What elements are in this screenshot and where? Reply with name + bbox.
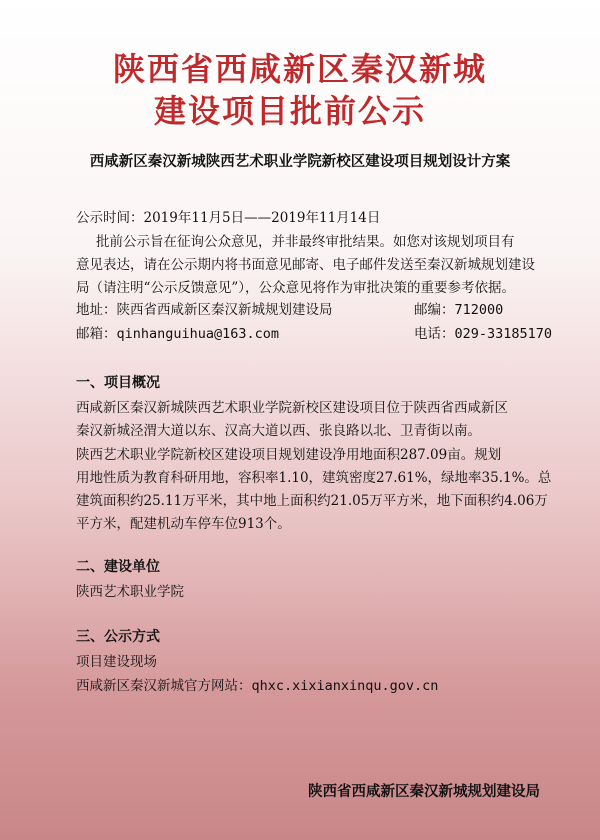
email-label: 邮箱： <box>76 326 117 342</box>
website-label: 西咸新区秦汉新城官方网站： <box>76 678 252 694</box>
section3-line-1: 项目建设现场 <box>76 654 157 670</box>
postcode-label: 邮编： <box>414 302 455 318</box>
phone-value: 029-33185170 <box>454 326 553 342</box>
section2-line: 陕西艺术职业学院 <box>76 584 184 600</box>
publicity-time <box>76 206 380 226</box>
intro-line-1: 批前公示旨在征询公众意见，并非最终审批结果。如您对该规划项目有 <box>96 234 515 250</box>
section1-line-6: 平方米，配建机动车停车位913个。 <box>76 516 291 532</box>
phone <box>414 322 552 342</box>
postcode <box>414 298 503 318</box>
footer-signature: 陕西省西咸新区秦汉新城规划建设局 <box>308 784 540 800</box>
section2-heading: 二、建设单位 <box>76 559 160 575</box>
email <box>76 322 279 342</box>
postcode-value: 712000 <box>454 302 504 318</box>
section1-line-4: 用地性质为教育科研用地，容积率1.10，建筑密度27.61%，绿地率35.1%。总 <box>76 470 552 486</box>
intro-line-3: 局（请注明“公示反馈意见”），公众意见将作为审批决策的重要参考依据。 <box>76 280 516 296</box>
section3-line-2 <box>76 674 438 694</box>
intro-line-2: 意见表达，请在公示期内将书面意见邮寄、电子邮件发送至秦汉新城规划建设 <box>76 257 535 273</box>
project-name: 西咸新区秦汉新城陕西艺术职业学院新校区建设项目规划设计方案 <box>89 153 511 170</box>
section1-line-5: 建筑面积约25.11万平米，其中地上面积约21.05万平方米，地下面积约4.06万 <box>76 493 548 509</box>
phone-label: 电话： <box>414 326 455 342</box>
notice-title-line2: 建设项目批前公示 <box>153 92 426 130</box>
section3-heading: 三、公示方式 <box>76 629 160 645</box>
section1-line-3: 陕西艺术职业学院新校区建设项目规划建设净用地面积287.09亩。规划 <box>76 447 502 463</box>
notice-title-line1: 陕西省西咸新区秦汉新城 <box>112 50 487 88</box>
address-value: 陕西省西咸新区秦汉新城规划建设局 <box>116 302 333 318</box>
section1-line-1: 西咸新区秦汉新城陕西艺术职业学院新校区建设项目位于陕西省西咸新区 <box>76 400 508 416</box>
website-url[interactable]: qhxc.xixianxinqu.gov.cn <box>251 678 439 694</box>
publicity-time-label: 公示时间： <box>76 210 144 226</box>
section1-line-2: 秦汉新城泾渭大道以东、汉高大道以西、张良路以北、卫青街以南。 <box>76 423 481 439</box>
email-value[interactable]: qinhanguihua@163.com <box>116 326 280 342</box>
section1-heading: 一、项目概况 <box>76 375 160 391</box>
address <box>76 298 333 318</box>
address-label: 地址： <box>76 302 117 318</box>
publicity-time-value: 2019年11月5日——2019年11月14日 <box>143 210 381 226</box>
